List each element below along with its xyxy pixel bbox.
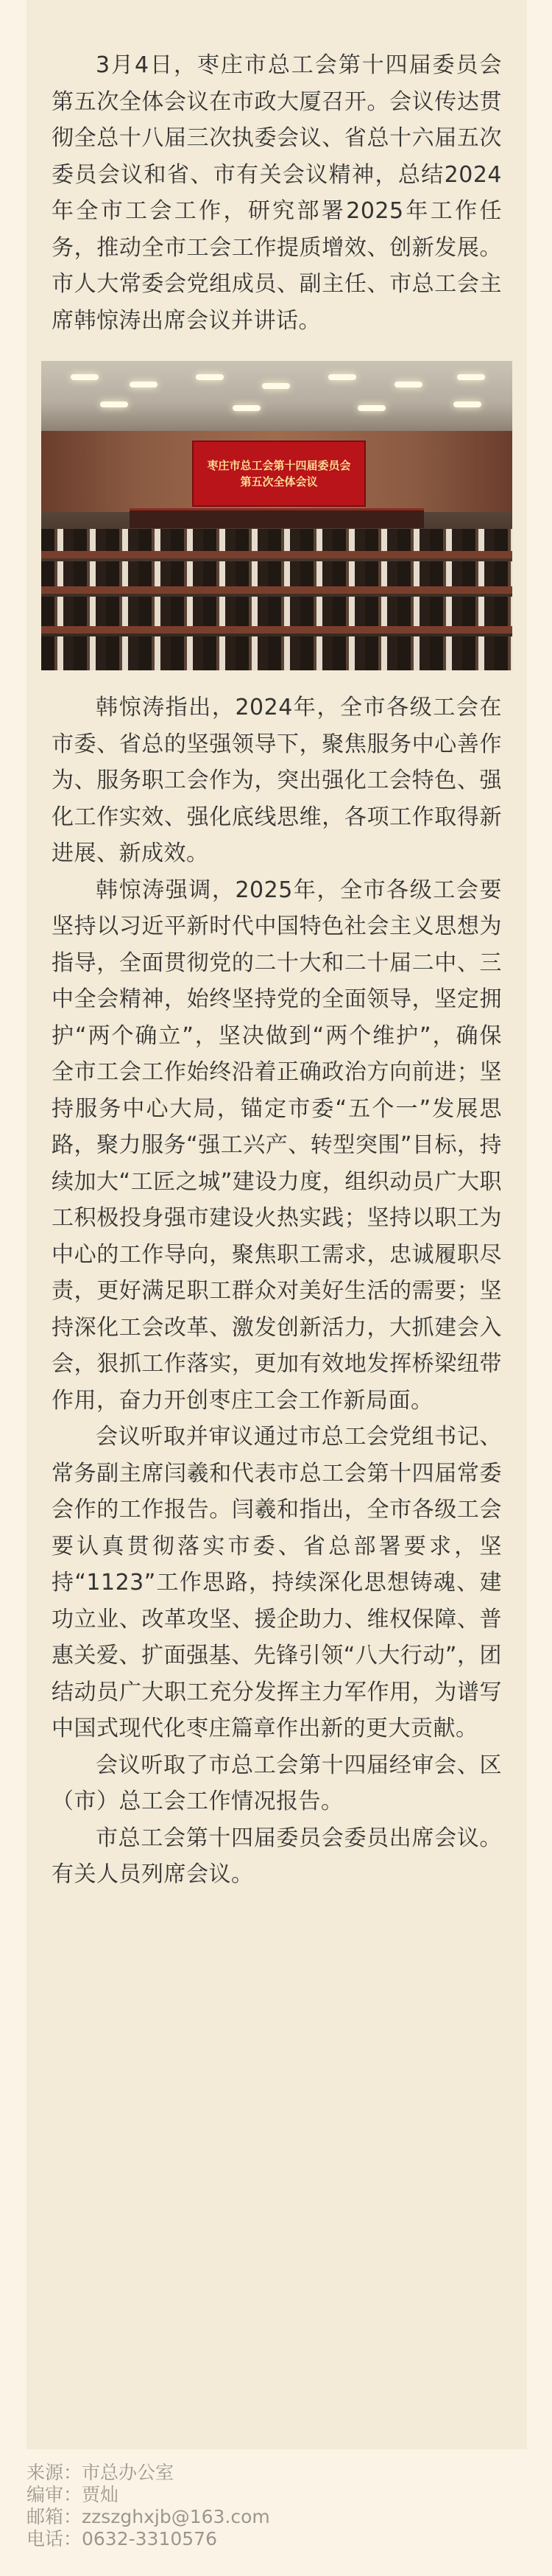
audience-desk	[41, 551, 512, 558]
audience-row	[41, 597, 512, 626]
audience-desk	[41, 626, 512, 634]
footer-phone: 电话：0632-3310576	[26, 2528, 217, 2549]
article-paragraph: 韩惊涛强调，2025年，全市各级工会要坚持以习近平新时代中国特色社会主义思想为指导，全面贯彻党的二十大和二十届二中、三中全会精神，始终坚持党的全面领导，坚定拥护“两个确立”，坚决做到“两个维护”，确保全市工会工作始终沿着正确政治方向前进；坚持服务中心大局，锚定市委“五个一”发展思路，聚力服务“强工兴产、转型突围”目标，持续加大“工匠之城”建设力度，组织动员广大职工积极投身强市建设火热实践；坚持以职工为中心的工作导向，聚焦职工需求，忠诚履职尽责，更好满足职工群众对美好生活的需要；坚持深化工会改革、激发创新活力，大抓建会入会，狠抓工作落实，更加有效地发挥桥梁纽带作用，奋力开创枣庄工会工作新局面。	[52, 877, 502, 1414]
article-paragraph-intro: 3月4日，枣庄市总工会第十四届委员会第五次全体会议在市政大厦召开。会议传达贯彻全总十八届三次执委会议、省总十六届五次委员会议和省、市有关会议精神，总结2024年全市工会工作，研究部署2025年工作任务，推动全市工会工作提质增效、创新发展。市人大常委会党组成员、副主任、市总工会主席韩惊涛出席会议并讲话。	[52, 52, 502, 334]
banner-title: 枣庄市总工会第十四届委员会	[207, 459, 351, 472]
audience-row	[41, 636, 512, 670]
ceiling-light	[358, 405, 386, 411]
footer-source: 来源：市总办公室	[26, 2462, 174, 2483]
article-paragraph: 会议听取了市总工会第十四届经审会、区（市）总工会工作情况报告。	[52, 1752, 502, 1814]
ceiling-light	[196, 374, 224, 380]
audience-desk	[41, 586, 512, 594]
ceiling-light	[328, 374, 356, 380]
audience-row	[41, 561, 512, 586]
ceiling-light	[100, 401, 128, 407]
article-paragraph: 会议听取并审议通过市总工会党组书记、常务副主席闫羲和代表市总工会第十四届常委会作的工作报告。闫羲和指出，全市各级工会要认真贯彻落实市委、省总部署要求，坚持“1123”工作思路，持续深化思想铸魂、建功立业、改革攻坚、援企助力、维权保障、普惠关爱、扩面强基、先锋引领“八大行动”，团结动员广大职工充分发挥主力军作用，为谱写中国式现代化枣庄篇章作出新的更大贡献。	[52, 1424, 502, 1741]
ceiling-light	[71, 374, 99, 380]
ceiling-light	[457, 374, 485, 380]
footer-editor: 编审：贾灿	[26, 2484, 119, 2505]
photo-ceiling	[41, 361, 512, 431]
meeting-photo	[41, 361, 512, 670]
audience-row	[41, 529, 512, 551]
ceiling-light	[130, 382, 158, 387]
meeting-banner	[192, 441, 366, 507]
banner-subtitle: 第五次全体会议	[240, 475, 318, 488]
ceiling-light	[233, 405, 261, 411]
article-footer	[26, 2462, 270, 2550]
footer-email: 邮箱：zzszghxjb@163.com	[26, 2506, 270, 2527]
article-paragraph: 市总工会第十四届委员会委员出席会议。有关人员列席会议。	[52, 1825, 502, 1887]
ceiling-light	[453, 401, 481, 407]
article-card	[26, 0, 527, 2449]
ceiling-light	[394, 382, 422, 387]
ceiling-light	[262, 383, 290, 389]
article-paragraph: 韩惊涛指出，2024年，全市各级工会在市委、省总的坚强领导下，聚焦服务中心善作为、服务职工会作为，突出强化工会特色、强化工作实效、强化底线思维，各项工作取得新进展、新成效。	[52, 695, 502, 866]
presidium-table	[130, 508, 424, 528]
